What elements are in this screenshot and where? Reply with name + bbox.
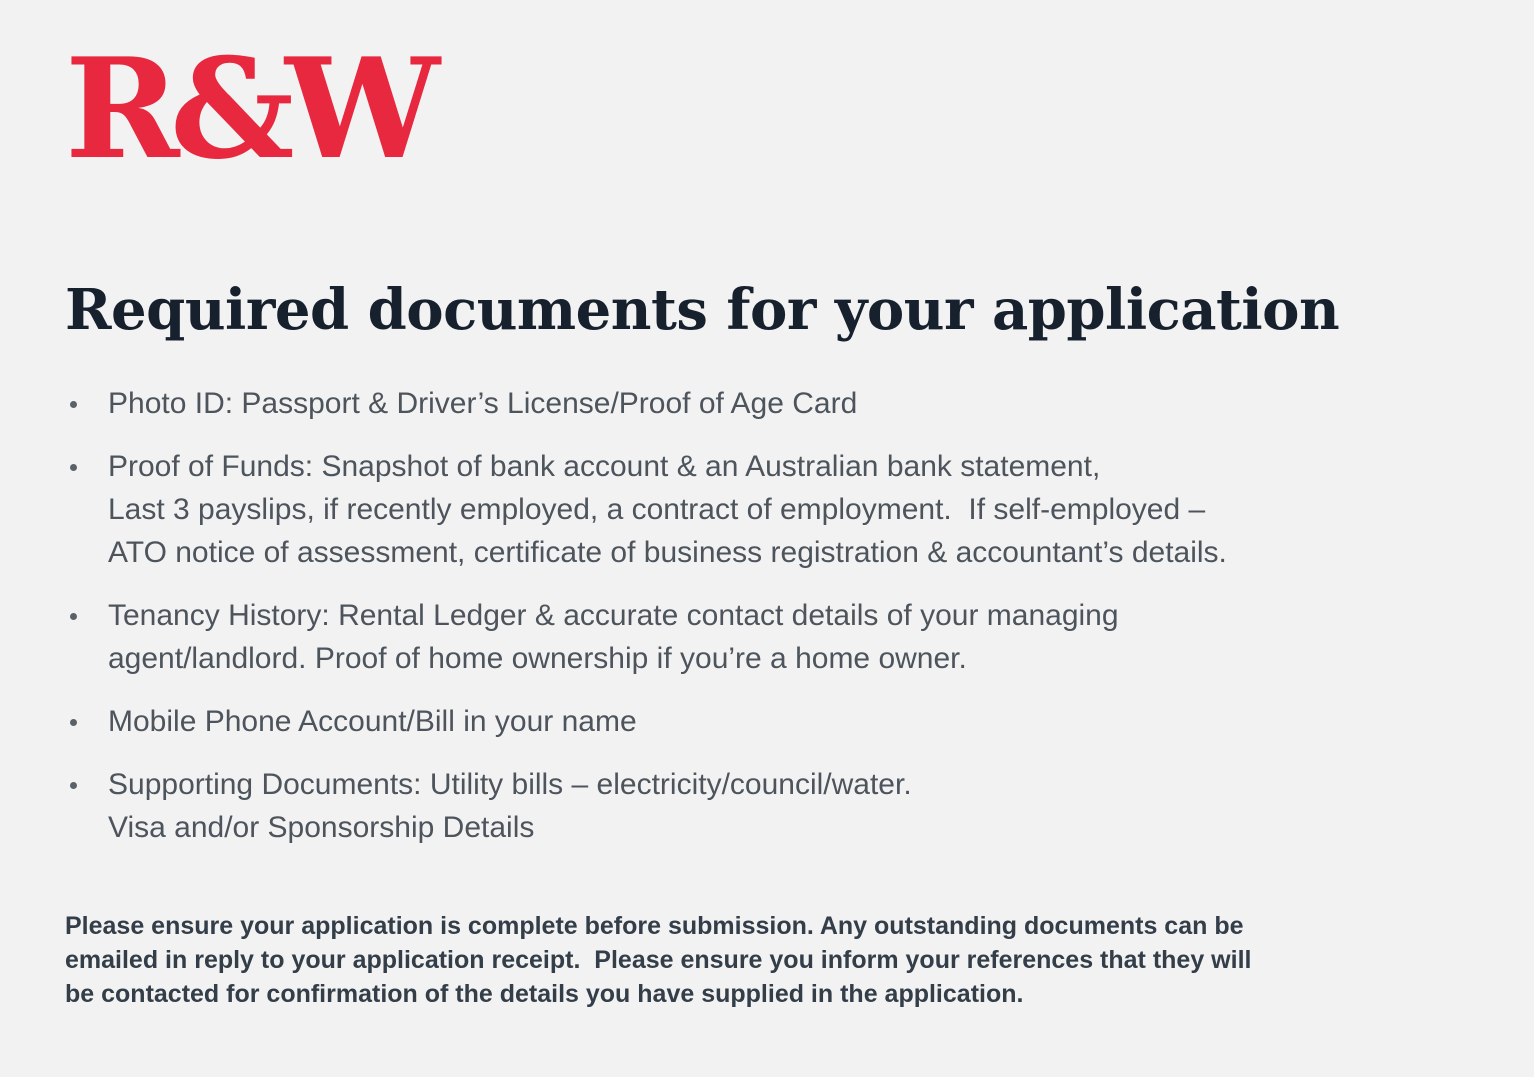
list-item-supporting-documents	[65, 763, 1494, 849]
required-documents-list	[65, 382, 1494, 849]
brand-logo: R&W	[65, 27, 431, 190]
page-title: Required documents for your application	[65, 277, 1340, 343]
list-item-line: Proof of Funds: Snapshot of bank account & an Australian bank statement,	[108, 449, 1101, 483]
list-item-text	[108, 594, 1119, 680]
list-item-line: Mobile Phone Account/Bill in your name	[108, 704, 637, 738]
list-item-line: Last 3 payslips, if recently employed, a contract of employment. If self-employed –	[108, 492, 1206, 526]
bullet-icon	[70, 464, 77, 471]
list-item-mobile-phone	[65, 700, 1494, 743]
submission-note-line: be contacted for confirmation of the details you have supplied in the application.	[65, 979, 1024, 1008]
list-item-text	[108, 445, 1227, 574]
bullet-icon	[70, 401, 77, 408]
list-item-line: ATO notice of assessment, certificate of business registration & accountant’s details.	[108, 535, 1227, 569]
list-item-text	[108, 763, 912, 849]
list-item-photo-id	[65, 382, 1494, 425]
submission-note-line: Please ensure your application is complete before submission. Any outstanding documents can be	[65, 911, 1244, 940]
list-item-line: Supporting Documents: Utility bills – electricity/council/water.	[108, 767, 912, 801]
list-item-line: Photo ID: Passport & Driver’s License/Proof of Age Card	[108, 386, 858, 420]
list-item-line: Visa and/or Sponsorship Details	[108, 810, 535, 844]
bullet-icon	[70, 613, 77, 620]
bullet-icon	[70, 719, 77, 726]
list-item-text	[108, 382, 857, 425]
submission-note	[65, 909, 1494, 1011]
submission-note-line: emailed in reply to your application receipt. Please ensure you inform your references that they will	[65, 945, 1252, 974]
list-item-tenancy-history	[65, 594, 1494, 680]
list-item-line: agent/landlord. Proof of home ownership if you’re a home owner.	[108, 641, 967, 675]
list-item-line: Tenancy History: Rental Ledger & accurate contact details of your managing	[108, 598, 1119, 632]
list-item-proof-of-funds	[65, 445, 1494, 574]
bullet-icon	[70, 782, 77, 789]
list-item-text	[108, 700, 637, 743]
